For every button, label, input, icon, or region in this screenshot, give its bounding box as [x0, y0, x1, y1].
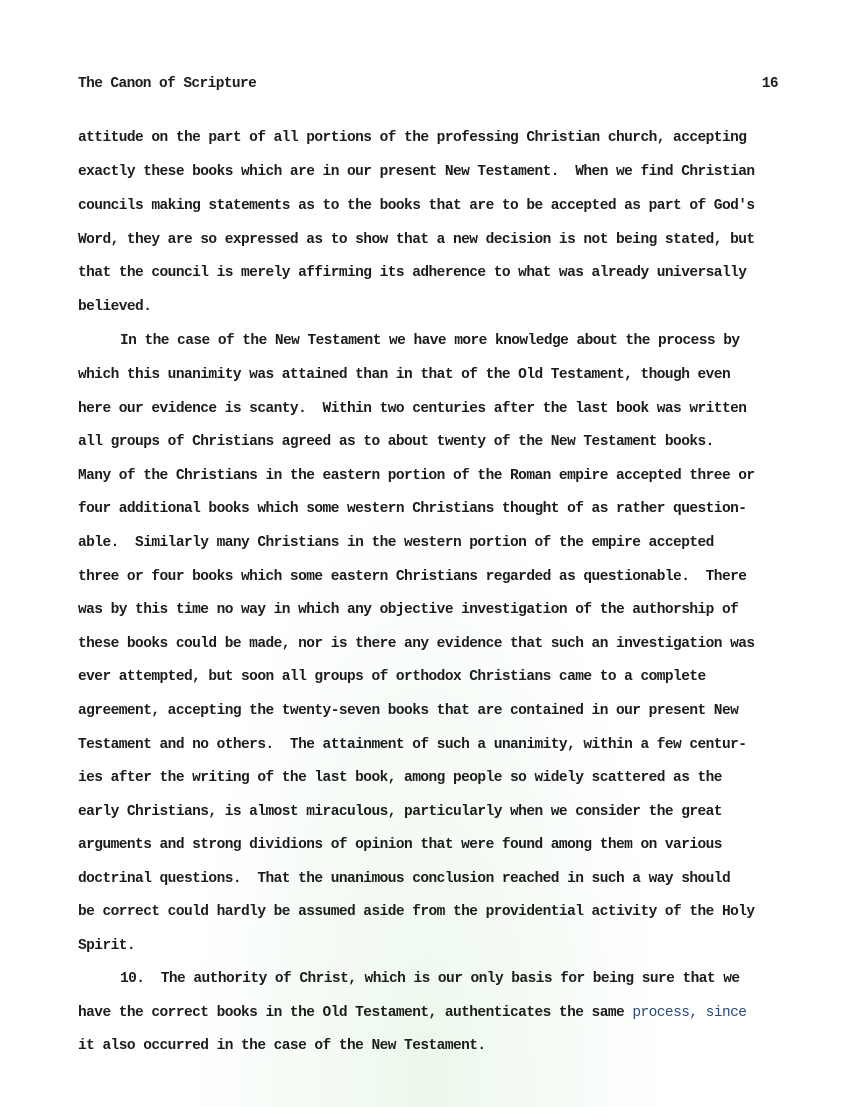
text-line: doctrinal questions. That the unanimous conclusion reached in such a way should [78, 871, 731, 887]
text-line: ever attempted, but soon all groups of orthodox Christians came to a complete [78, 669, 706, 685]
page-header [78, 76, 778, 98]
text-segment-faded: process, since [632, 1005, 747, 1021]
text-line: exactly these books which are in our present New Testament. When we find Christian [78, 164, 755, 180]
text-segment: have the correct books in the Old Testament, authenticates the same [78, 1005, 633, 1021]
text-line: which this unanimity was attained than in that of the Old Testament, though even [78, 367, 731, 383]
text-line: believed. [78, 299, 152, 315]
running-title: The Canon of Scripture [78, 76, 257, 92]
page-number: 16 [761, 76, 778, 92]
paragraph-start-line: In the case of the New Testament we have more knowledge about the process by [120, 333, 740, 349]
text-line: that the council is merely affirming its adherence to what was already universally [78, 265, 747, 281]
text-line: Word, they are so expressed as to show that a new decision is not being stated, but [78, 232, 755, 248]
text-line: early Christians, is almost miraculous, particularly when we consider the great [78, 804, 722, 820]
numbered-paragraph-start-line: 10. The authority of Christ, which is our only basis for being sure that we [120, 971, 740, 987]
text-line: three or four books which some eastern Christians regarded as questionable. There [78, 569, 747, 585]
text-line: able. Similarly many Christians in the western portion of the empire accepted [78, 535, 714, 551]
text-line: these books could be made, nor is there any evidence that such an investigation was [78, 636, 755, 652]
text-line: Spirit. [78, 938, 136, 954]
text-line: all groups of Christians agreed as to about twenty of the New Testament books. [78, 434, 714, 450]
text-line: was by this time no way in which any objective investigation of the authorship of [78, 602, 739, 618]
text-line [78, 1003, 746, 1023]
text-line: agreement, accepting the twenty-seven books that are contained in our present New [78, 703, 739, 719]
text-line: arguments and strong dividions of opinion that were found among them on various [78, 837, 722, 853]
text-line: attitude on the part of all portions of the professing Christian church, accepting [78, 130, 747, 146]
text-line: be correct could hardly be assumed aside from the providential activity of the Holy [78, 904, 755, 920]
text-line: Testament and no others. The attainment of such a unanimity, within a few centur- [78, 737, 747, 753]
text-line: ies after the writing of the last book, among people so widely scattered as the [78, 770, 722, 786]
text-line: councils making statements as to the books that are to be accepted as part of God's [78, 198, 755, 214]
text-line: Many of the Christians in the eastern portion of the Roman empire accepted three or [78, 468, 755, 484]
text-line: it also occurred in the case of the New Testament. [78, 1038, 486, 1054]
text-line: here our evidence is scanty. Within two centuries after the last book was written [78, 401, 747, 417]
text-line: four additional books which some western Christians thought of as rather question- [78, 501, 747, 517]
